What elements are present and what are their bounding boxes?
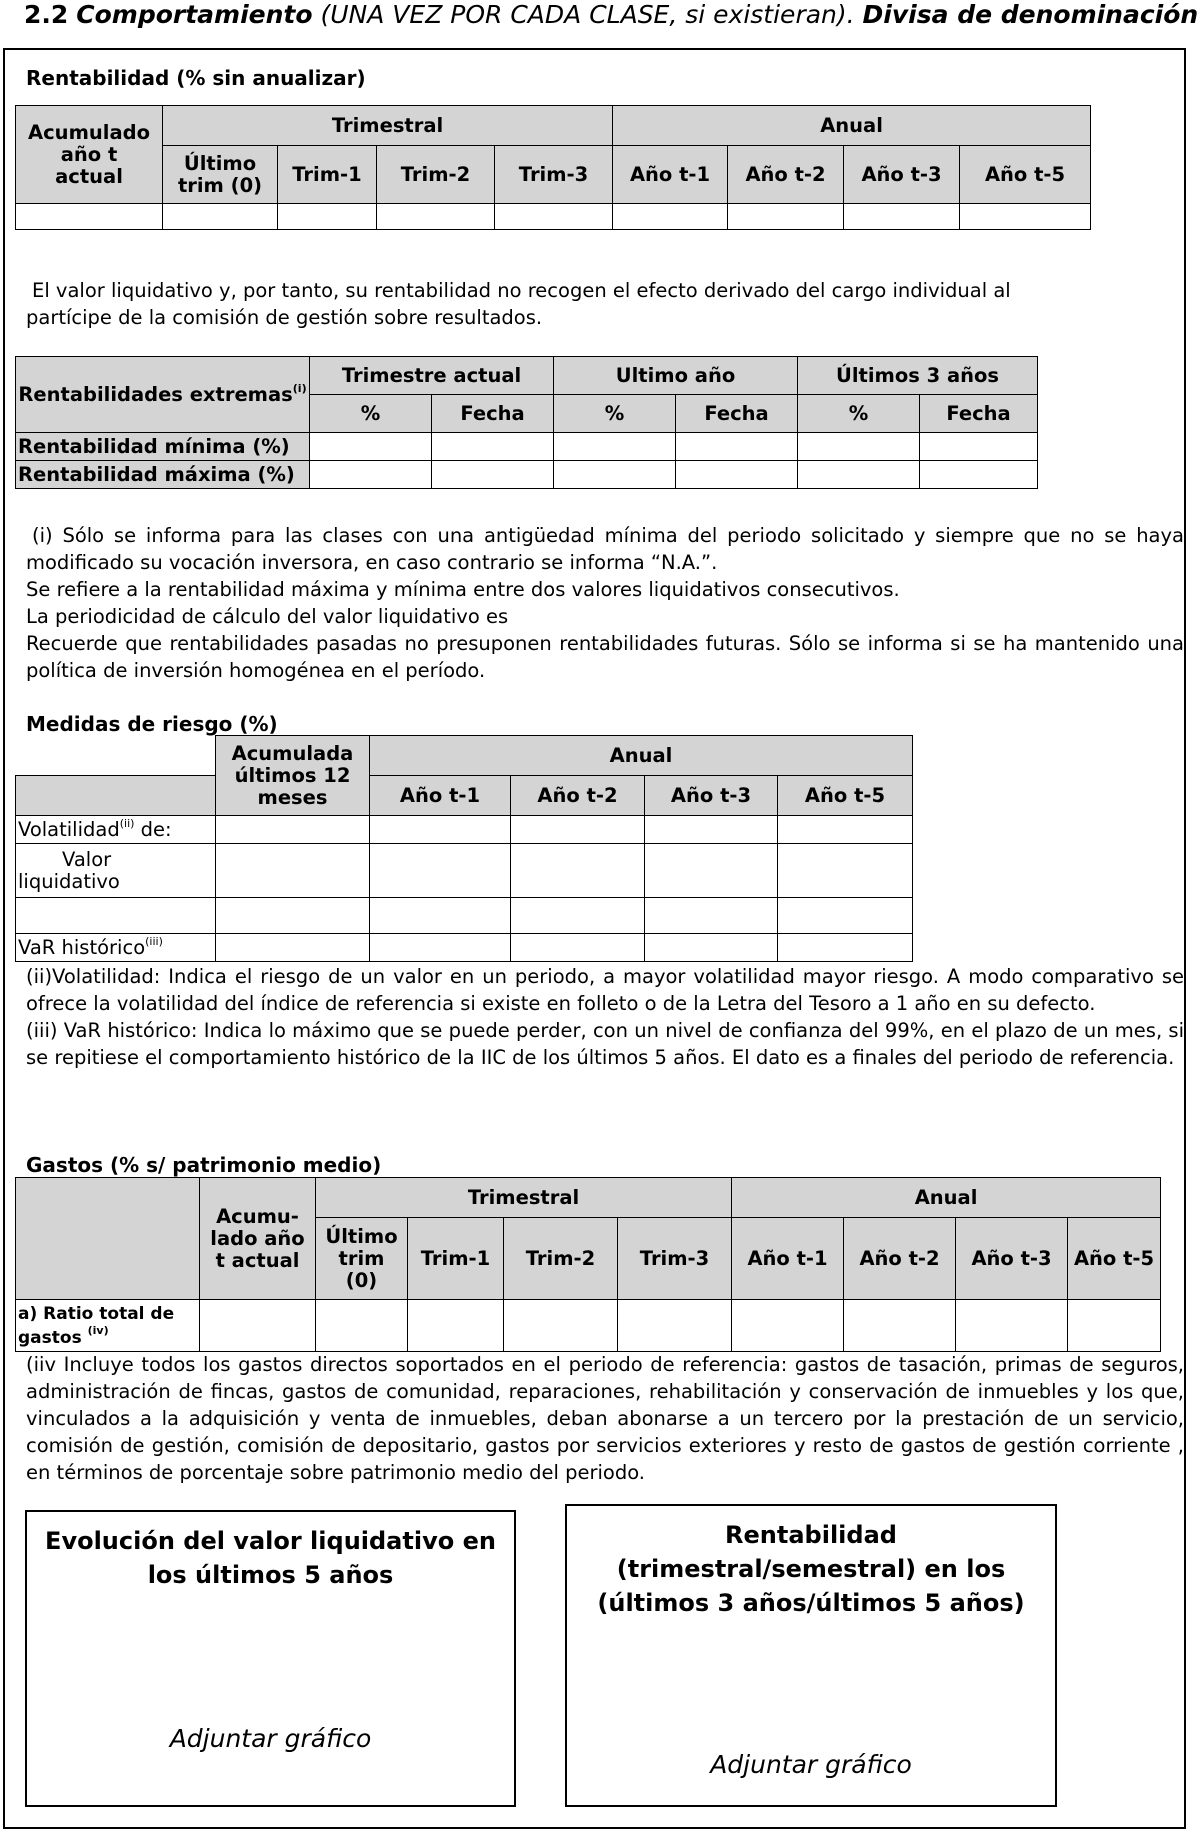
group-ultimo-anio: Ultimo año [554,357,798,395]
table-row [16,898,913,934]
col-trim-2: Trim-2 [377,146,495,204]
col-ultimo-trim: Último trim (0) [316,1218,408,1300]
section-subtitle: (UNA VEZ POR CADA CLASE, si existieran). [320,0,855,29]
col-acumulado: Acumulado año t actual [16,106,163,204]
section-heading [24,0,1199,30]
extremas-table [15,356,1038,489]
cell [495,204,613,230]
table-row [16,1300,1161,1352]
col-trim-3: Trim-3 [495,146,613,204]
row-rent-minima: Rentabilidad mínima (%) [16,433,310,461]
col-anio-t5: Año t-5 [960,146,1091,204]
gastos-note: (iiv Incluye todos los gastos directos soportados en el periodo de referencia: gastos de tasación, primas de seguros, administración de fincas, gastos de comunidad, reparaciones, rehabilitación y conservación de inmuebles y los que, vinculados a la adquisición y venta de inmuebles, deban abonarse a un tercero por la prestación de un servicio, comisión de gestión, comisión de depositario, gastos por servicios exteriores y resto de gastos de gestión corriente , en términos de porcentaje sobre patrimonio medio del periodo. [26,1353,1184,1484]
box-evolucion-title: Evolución del valor liquidativo en los últimos 5 años [45,1527,496,1589]
section-currency: Divisa de denominación [862,0,1199,29]
rentabilidad-title: Rentabilidad (% sin anualizar) [26,66,366,90]
col-anio-t2: Año t-2 [511,776,645,816]
group-trimestral: Trimestral [163,106,613,146]
col-trim-2: Trim-2 [504,1218,618,1300]
row-var-historico: VaR histórico$^{(iii)}$ [16,934,216,962]
col-pct: % [554,395,676,433]
box-rentabilidad-periodo [565,1504,1057,1807]
extremas-row-header: Rentabilidades extremas$^{(i)}$ [16,357,310,433]
cell [613,204,728,230]
group-anual: Anual [613,106,1091,146]
col-anio-t1: Año t-1 [613,146,728,204]
rentabilidad-note: El valor liquidativo y, por tanto, su rentabilidad no recogen el efecto derivado del cargo individual al partícipe de la comisión de gestión sobre resultados. [26,279,1011,329]
section-title: Comportamiento [76,0,313,29]
col-anio-t3: Año t-3 [844,146,960,204]
col-anio-t5: Año t-5 [778,776,913,816]
cell [377,204,495,230]
table-row [16,816,913,844]
col-acumulado-anio: Acumu- lado año t actual [200,1178,316,1300]
group-ultimos-3-anios: Últimos 3 años [798,357,1038,395]
row-ratio-total-gastos: a) Ratio total de gastos $^{(iv)}$ [16,1300,200,1352]
cell [844,204,960,230]
gastos-title: Gastos (% s/ patrimonio medio) [26,1153,382,1177]
row-rent-maxima: Rentabilidad máxima (%) [16,461,310,489]
rentabilidad-table [15,105,1091,230]
col-anio-t3: Año t-3 [645,776,778,816]
col-anio-t5: Año t-5 [1068,1218,1161,1300]
table-row [16,934,913,962]
row-valor-liquidativo: Valor liquidativo [16,844,216,898]
cell [728,204,844,230]
col-anio-t3: Año t-3 [956,1218,1068,1300]
group-trimestre-actual: Trimestre actual [310,357,554,395]
col-pct: % [798,395,920,433]
group-anual: Anual [732,1178,1161,1218]
riesgo-title: Medidas de riesgo (%) [26,712,278,736]
riesgo-notes: (ii)Volatilidad: Indica el riesgo de un valor en un periodo, a mayor volatilidad mayor riesgo. A modo comparativo se ofrece la volatilidad del índice de referencia si existe en folleto o de la Letra del Tesoro a 1 año en su defecto. (iii) VaR histórico: Indica lo máximo que se puede perder, con un nivel de confianza del 99%, en el plazo de un mes, si se repitiese el comportamiento histórico de la IIC de los últimos 5 años. El dato es a finales del periodo de referencia. [26,965,1184,1069]
table-row [16,204,1091,230]
table-row [16,844,913,898]
col-anio-t1: Año t-1 [370,776,511,816]
col-anio-t2: Año t-2 [844,1218,956,1300]
box-rentabilidad-placeholder: Adjuntar gráfico [710,1750,912,1779]
col-pct: % [310,395,432,433]
row-volatilidad: Volatilidad$^{(ii)}$ de: [16,816,216,844]
col-trim-3: Trim-3 [618,1218,732,1300]
gastos-table [15,1177,1161,1352]
col-anio-t1: Año t-1 [732,1218,844,1300]
box-evolucion-placeholder: Adjuntar gráfico [169,1724,372,1753]
box-rentabilidad-title: Rentabilidad (trimestral/semestral) en los (últimos 3 años/últimos 5 años) [597,1521,1025,1617]
table-row [16,461,1038,489]
col-trim-1: Trim-1 [408,1218,504,1300]
col-fecha: Fecha [676,395,798,433]
riesgo-table [15,735,913,962]
group-trimestral: Trimestral [316,1178,732,1218]
col-anio-t2: Año t-2 [728,146,844,204]
col-trim-1: Trim-1 [278,146,377,204]
cell [960,204,1091,230]
col-ultimo-trim: Último trim (0) [163,146,278,204]
cell [278,204,377,230]
extremas-notes: (i) Sólo se informa para las clases con una antigüedad mínima del periodo solicitado y siempre que no se haya modificado su vocación inversora, en caso contrario se informa “N.A.”. Se refiere a la rentabilidad máxima y mínima entre dos valores liquidativos consecutivos. La periodicidad de cálculo del valor liquidativo es Recuerde que rentabilidades pasadas no presuponen rentabilidades futuras. Sólo se informa si se ha mantenido una política de inversión homogénea en el período. [26,524,1184,682]
section-number: 2.2 [24,0,69,29]
col-fecha: Fecha [432,395,554,433]
cell [163,204,278,230]
table-row [16,433,1038,461]
cell [16,204,163,230]
col-fecha: Fecha [920,395,1038,433]
group-anual: Anual [370,736,913,776]
col-acumulada-12m: Acumulada últimos 12 meses [216,736,370,816]
box-evolucion-valor [25,1510,516,1807]
